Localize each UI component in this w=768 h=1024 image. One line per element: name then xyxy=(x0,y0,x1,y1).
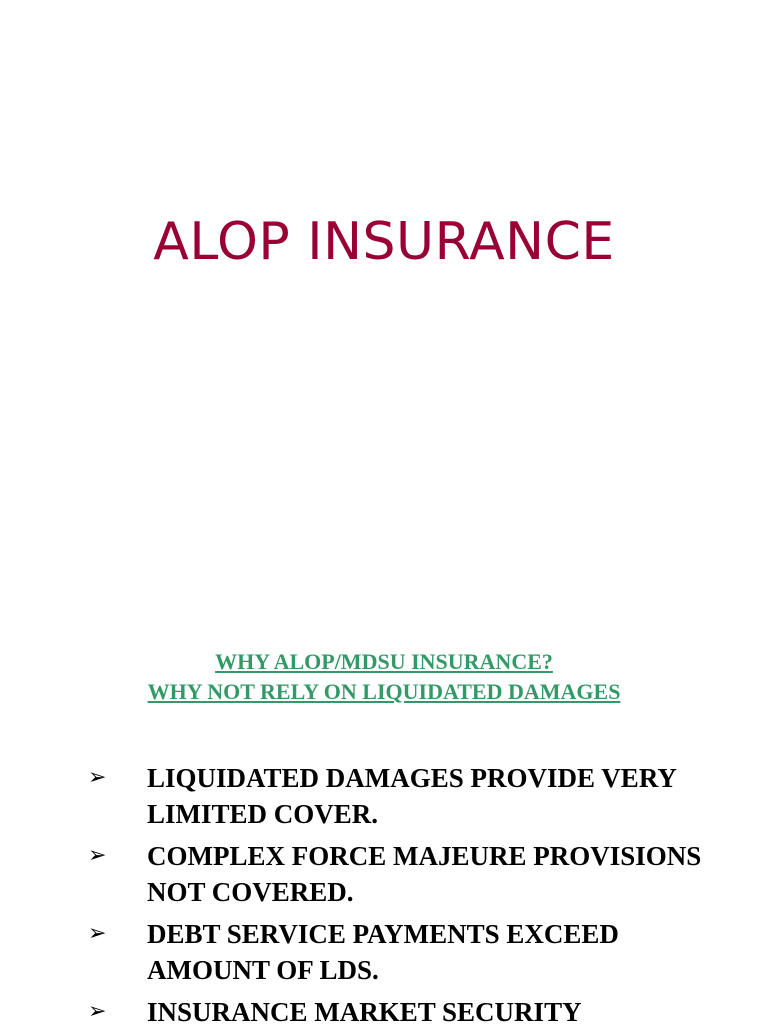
bullet-text: COMPLEX FORCE MAJEURE PROVISIONS NOT COVERED. xyxy=(147,841,702,907)
bullet-text: LIQUIDATED DAMAGES PROVIDE VERY LIMITED COVER. xyxy=(147,763,676,829)
subheadings xyxy=(0,647,768,707)
list-item xyxy=(88,916,708,988)
list-item xyxy=(88,838,708,910)
page-title: ALOP INSURANCE xyxy=(153,212,615,272)
bullet-list xyxy=(88,760,708,1024)
list-item xyxy=(88,994,708,1024)
list-item xyxy=(88,760,708,832)
bullet-text: INSURANCE MARKET SECURITY xyxy=(147,997,582,1024)
arrow-bullet-icon: ➢ xyxy=(88,843,107,868)
arrow-bullet-icon: ➢ xyxy=(88,765,107,790)
subheading-why-alop: WHY ALOP/MDSU INSURANCE? xyxy=(215,649,553,674)
arrow-bullet-icon: ➢ xyxy=(88,999,107,1024)
arrow-bullet-icon: ➢ xyxy=(88,921,107,946)
bullet-text: DEBT SERVICE PAYMENTS EXCEED AMOUNT OF LDS. xyxy=(147,919,619,985)
subheading-why-not-lds: WHY NOT RELY ON LIQUIDATED DAMAGES xyxy=(147,679,621,704)
